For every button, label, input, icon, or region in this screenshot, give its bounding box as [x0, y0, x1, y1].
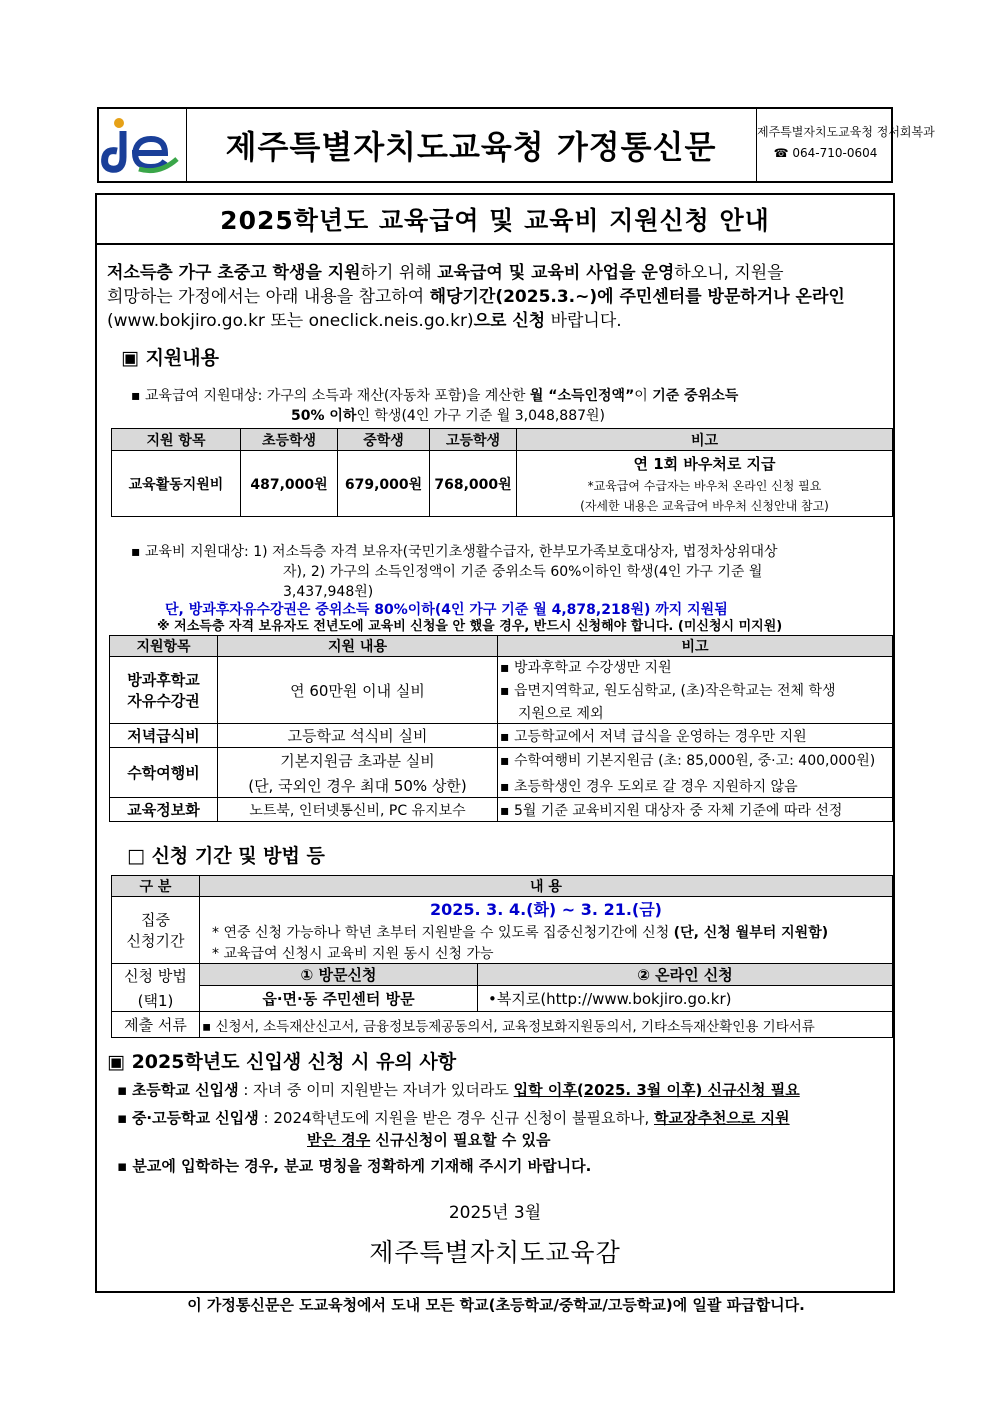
intro-line-2: 희망하는 가정에서는 아래 내용을 참고하여 해당기간(2025.3.~)에 주민센터를 방문하거나 온라인	[107, 287, 845, 307]
support-content: 노트북, 인터넷통신비, PC 유지보수	[218, 798, 498, 822]
intro-line-1: 저소득층 가구 초중고 학생을 지원하기 위해 교육급여 및 교육비 사업을 운영하오니, 지원을	[107, 263, 784, 283]
col-header: 비고	[498, 636, 893, 657]
section-freshman-notes: ▣ 2025학년도 신입생 신청 시 유의 사항	[107, 1051, 457, 1073]
after-school-note: 단, 방과후자유수강권은 중위소득 80%이하(4인 가구 기준 월 4,878,218원) 까지 지원됨	[165, 602, 728, 618]
col-header: 지원항목	[110, 636, 218, 657]
newsletter-title: 제주특별자치도교육청 가정통신문	[225, 128, 717, 166]
col-header: 구 분	[112, 876, 200, 897]
remark-line: 지원으로 제외	[518, 706, 604, 722]
content-line: 기본지원금 초과분 실비	[280, 751, 435, 770]
label-line: (택1)	[137, 991, 174, 1010]
support-item: 교육활동지원비	[112, 451, 241, 517]
visit-apply-header: ① 방문신청	[200, 964, 478, 986]
remark-cell: ▪ 5월 기준 교육비지원 대상자 중 자체 기준에 따라 선정	[498, 798, 893, 822]
online-apply-header: ② 온라인 신청	[478, 964, 893, 986]
document-title: 2025학년도 교육급여 및 교육비 지원신청 안내	[97, 195, 893, 245]
remark-line: *교육급여 수급자는 바우처 온라인 신청 필요	[587, 479, 822, 493]
edu-pay-target-line-1: ▪ 교육급여 지원대상: 가구의 소득과 재산(자동차 포함)을 계산한 월 “소득인정액”이 기준 중위소득	[131, 388, 739, 404]
support-item	[110, 657, 218, 724]
edu-cost-target-line-3: 3,437,948원)	[283, 584, 374, 600]
note-elementary: ▪ 초등학교 신입생 : 자녀 중 이미 지원받는 자녀가 있더라도 입학 이후(2025. 3월 이후) 신규신청 필요	[117, 1081, 800, 1099]
note-secondary-cont: 받은 경우 신규신청이 필요할 수 있음	[307, 1131, 551, 1149]
table-row	[110, 748, 893, 798]
support-item: 수학여행비	[110, 748, 218, 798]
support-content: 고등학교 석식비 실비	[218, 724, 498, 748]
edu-cost-table	[109, 635, 893, 822]
table-row	[110, 724, 893, 748]
table-row	[112, 964, 893, 986]
note-branch-school: ▪ 분교에 입학하는 경우, 분교 명칭을 정확하게 기재해 주시기 바랍니다.	[117, 1157, 592, 1175]
col-header: 지원 항목	[112, 429, 241, 451]
section-support-content: ▣ 지원내용	[121, 347, 219, 369]
edu-pay-table	[111, 428, 893, 517]
col-header: 초등학생	[241, 429, 338, 451]
visit-detail: 읍·면·동 주민센터 방문	[200, 986, 478, 1012]
period-note: * 교육급여 신청시 교육비 지원 동시 신청 가능	[212, 946, 494, 962]
online-detail: •복지로(http://www.bokjiro.go.kr)	[478, 986, 893, 1012]
label-line: 신청기간	[126, 932, 185, 950]
table-row	[112, 1012, 893, 1038]
remark-cell	[517, 451, 893, 517]
remark-cell: ▪ 고등학교에서 저녁 급식을 운영하는 경우만 지원	[498, 724, 893, 748]
intro-line-3: (www.bokjiro.go.kr 또는 oneclick.neis.go.kr)으로 신청 바랍니다.	[107, 311, 622, 331]
period-label	[112, 897, 200, 964]
note-secondary: ▪ 중·고등학교 신입생 : 2024학년도에 지원을 받은 경우 신규 신청이 불필요하나, 학교장추천으로 지원	[117, 1109, 790, 1127]
edu-pay-target-line-2: 50% 이하인 학생(4인 가구 기준 월 3,048,887원)	[291, 408, 606, 424]
issue-date: 2025년 3월	[448, 1203, 542, 1223]
required-docs: ▪ 신청서, 소득재산신고서, 금융정보등제공동의서, 교육정보화지원동의서, 기타소득재산확인용 기타서류	[200, 1012, 893, 1038]
edu-cost-target-line-1: ▪ 교육비 지원대상: 1) 저소득층 자격 보유자(국민기초생활수급자, 한부모가족보호대상자, 법정차상위대상	[131, 544, 778, 560]
table-row	[110, 798, 893, 822]
table-row	[112, 897, 893, 964]
remark-line: ▪ 초등학생인 경우 도외로 갈 경우 지원하지 않음	[500, 778, 798, 795]
label-line: 집중	[141, 911, 170, 929]
remark-line: ▪ 수학여행비 기본지원금 (초: 85,000원, 중·고: 400,000원)	[500, 752, 876, 769]
item-line: 방과후학교	[127, 671, 200, 689]
content-line: (단, 국외인 경우 최대 50% 상한)	[248, 776, 467, 795]
remark-cell	[498, 657, 893, 724]
mandatory-apply-note: ※ 저소득층 자격 보유자도 전년도에 교육비 신청을 안 했을 경우, 반드시 신청해야 합니다. (미신청시 미지원)	[157, 619, 783, 634]
signer: 제주특별자치도교육감	[369, 1238, 621, 1267]
remark-line: ▪ 방과후학교 수강생만 지원	[500, 660, 672, 676]
contact-info	[756, 109, 935, 181]
phone-number: ☎ 064-710-0604	[773, 146, 878, 160]
docs-label: 제출 서류	[112, 1012, 200, 1038]
elementary-amount: 487,000원	[241, 451, 338, 517]
table-row	[110, 657, 893, 724]
support-content: 연 60만원 이내 실비	[218, 657, 498, 724]
support-content	[218, 748, 498, 798]
apply-table	[111, 875, 893, 1038]
period-detail	[200, 897, 893, 964]
table-row	[112, 451, 893, 517]
department: 제주특별자치도교육청 정서회복과	[757, 125, 935, 139]
item-line: 자유수강권	[127, 692, 200, 710]
label-line: 신청 방법	[124, 966, 187, 985]
letter-header	[97, 107, 935, 183]
table-row	[112, 986, 893, 1012]
middle-amount: 679,000원	[338, 451, 430, 517]
support-item: 저녁급식비	[110, 724, 218, 748]
notice-body	[95, 193, 895, 1293]
remark-line: 연 1회 바우처로 지급	[633, 455, 776, 473]
col-header: 비고	[517, 429, 893, 451]
col-header: 중학생	[338, 429, 430, 451]
remark-cell	[498, 748, 893, 798]
period-note: * 연중 신청 가능하나 학년 초부터 지원받을 수 있도록 집중신청기간에 신청 (단, 신청 월부터 지원함)	[212, 925, 829, 941]
education-office-logo	[99, 109, 187, 181]
section-apply-period: □ 신청 기간 및 방법 등	[127, 845, 325, 867]
col-header: 지원 내용	[218, 636, 498, 657]
apply-dates: 2025. 3. 4.(화) ~ 3. 21.(금)	[429, 900, 662, 919]
remark-line: ▪ 읍면지역학교, 원도심학교, (초)작은학교는 전체 학생	[500, 683, 836, 699]
distribution-footer: 이 가정통신문은 도교육청에서 도내 모든 학교(초등학교/중학교/고등학교)에 일괄 파급합니다.	[187, 1296, 805, 1314]
edu-cost-target-line-2: 자), 2) 가구의 소득인정액이 기준 중위소득 60%이하인 학생(4인 가구 기준 월	[283, 564, 763, 580]
col-header: 내 용	[200, 876, 893, 897]
remark-line: (자세한 내용은 교육급여 바우처 신청안내 참고)	[580, 499, 829, 513]
method-label	[112, 964, 200, 1012]
high-amount: 768,000원	[430, 451, 517, 517]
col-header: 고등학생	[430, 429, 517, 451]
support-item: 교육정보화	[110, 798, 218, 822]
